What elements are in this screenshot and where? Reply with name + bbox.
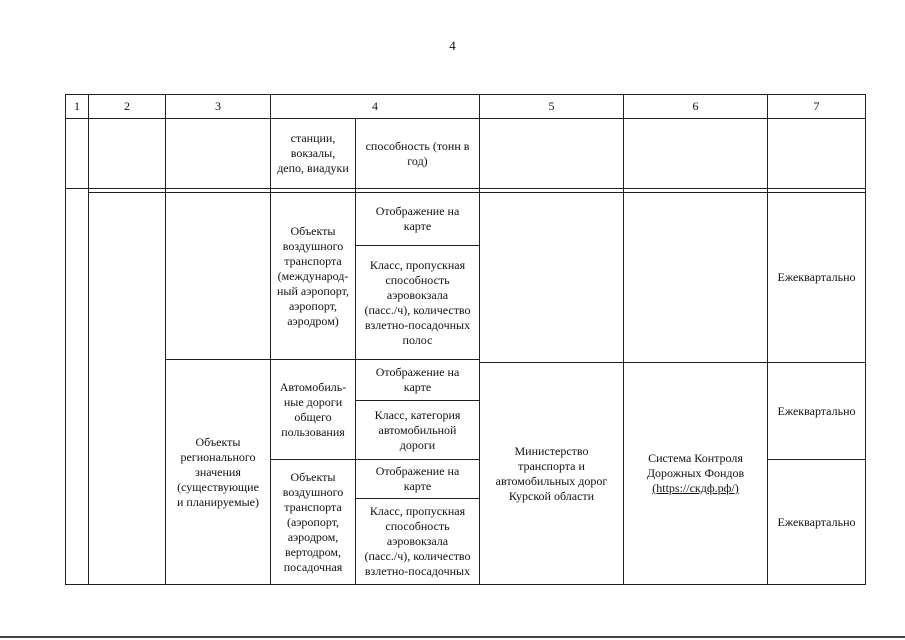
responsible-cell: Министерство транспорта и автомобильных дорог Курской области (495, 443, 608, 503)
attribute-cell: Класс, пропускная способность аэровокзала (пасс./ч), количество взлетно-посадочных (364, 504, 471, 578)
attribute-cell: способность (тонн в год) (365, 138, 470, 168)
attribute-cell: Класс, пропускная способность аэровокзала (пасс./ч), количество взлетно-посадочных полос (364, 257, 471, 347)
attribute-cell: Отображение на карте (375, 365, 460, 394)
frequency-cell: Ежеквартально (777, 514, 856, 529)
object-cell: Объекты воздушного транспорта (международ- ный аэропорт, аэропорт, аэродром) (277, 223, 349, 328)
scan-edge (0, 636, 905, 638)
header-cell-7: 7 (813, 99, 820, 113)
source-cell (624, 363, 767, 584)
attribute-cell: Отображение на карте (375, 464, 460, 493)
header-cell-5: 5 (548, 99, 555, 113)
table-border-right (865, 94, 866, 585)
header-cell-3: 3 (215, 99, 221, 113)
source-link[interactable]: (https://скдф.рф/) (652, 481, 739, 495)
frequency-cell: Ежеквартально (777, 270, 856, 284)
category-cell: Объекты регионального значения (существующие и планируемые) (177, 434, 259, 509)
object-cell: станции, вокзалы, депо, виадуки (277, 131, 349, 175)
attribute-cell: Отображение на карте (375, 204, 460, 233)
row-separator (65, 188, 866, 189)
page-number: 4 (449, 38, 456, 53)
header-cell-1: 1 (74, 99, 80, 113)
object-cell: Объекты воздушного транспорта (аэропорт, аэродром, вертодром, посадочная (282, 469, 344, 574)
object-cell: Автомобиль- ные дороги общего пользования (279, 379, 347, 439)
header-cell-2: 2 (124, 99, 130, 113)
header-cell-4: 4 (372, 99, 378, 113)
column-line (88, 94, 89, 585)
frequency-cell: Ежеквартально (777, 403, 856, 418)
table-border-left (65, 94, 66, 585)
header-cell-6: 6 (692, 99, 699, 113)
attribute-cell: Класс, категория автомобильной дороги (374, 407, 461, 452)
source-name: Система Контроля Дорожных Фондов (646, 451, 745, 480)
table-border-bottom (65, 584, 866, 585)
